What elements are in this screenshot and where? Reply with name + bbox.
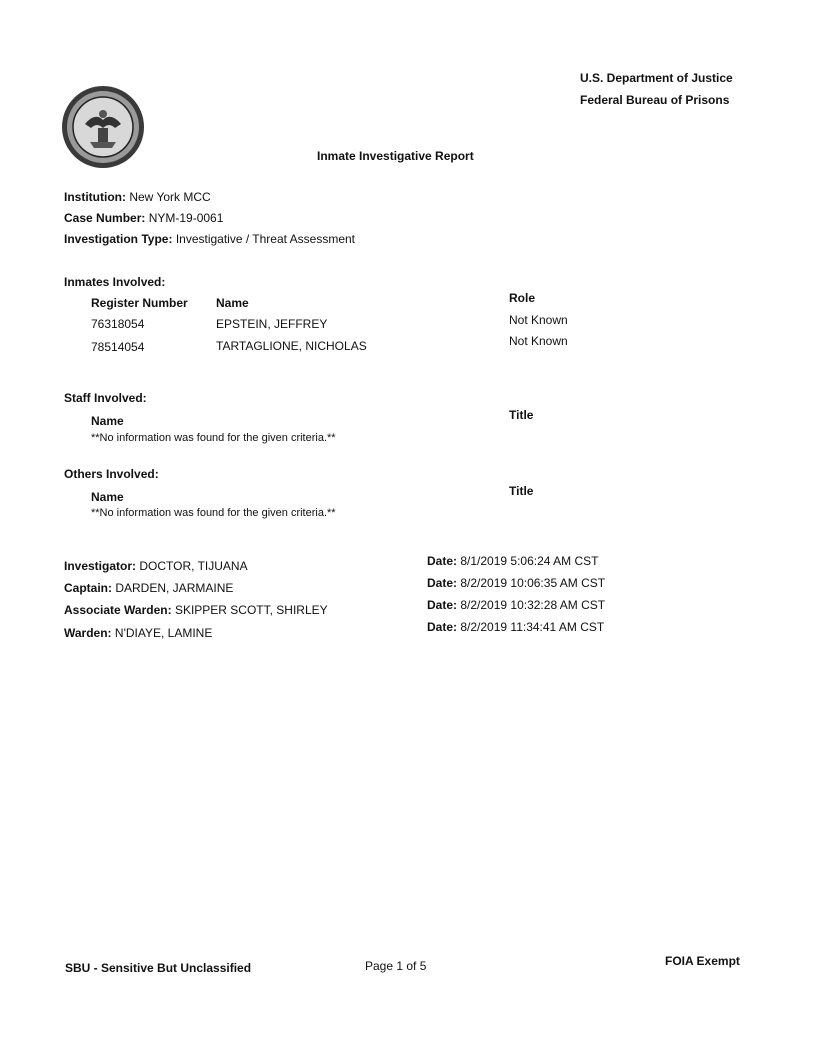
institution-row	[64, 190, 211, 204]
signature-label: Warden:	[64, 626, 112, 640]
signature-name: SKIPPER SCOTT, SHIRLEY	[174, 603, 328, 617]
signature-date	[427, 620, 604, 634]
inmate-role: Not Known	[509, 334, 568, 348]
date-value: 8/2/2019 10:32:28 AM CST	[460, 598, 606, 612]
investigation-type-label: Investigation Type:	[64, 232, 173, 246]
agency-line-1: U.S. Department of Justice	[580, 71, 733, 85]
agency-line-2: Federal Bureau of Prisons	[580, 93, 730, 107]
date-label: Date:	[427, 620, 458, 634]
case-number-value: NYM-19-0061	[148, 211, 224, 225]
date-label: Date:	[427, 554, 458, 568]
signature-captain	[64, 581, 233, 595]
staff-no-info-message: **No information was found for the given criteria.**	[91, 432, 336, 444]
inmate-register: 76318054	[91, 317, 145, 331]
report-title: Inmate Investigative Report	[317, 149, 474, 163]
inmate-role: Not Known	[509, 313, 568, 327]
staff-col-name: Name	[91, 414, 124, 428]
footer-page-number: Page 1 of 5	[365, 959, 427, 973]
inmate-name: TARTAGLIONE, NICHOLAS	[216, 339, 367, 353]
signature-date	[427, 554, 598, 568]
inmate-name: EPSTEIN, JEFFREY	[216, 317, 328, 331]
investigation-type-row	[64, 232, 355, 246]
inmates-col-name: Name	[216, 296, 249, 310]
inmate-register: 78514054	[91, 340, 145, 354]
signature-name: DARDEN, JARMAINE	[115, 581, 234, 595]
footer-foia-exempt: FOIA Exempt	[665, 954, 740, 968]
institution-label: Institution:	[64, 190, 126, 204]
others-no-info-message: **No information was found for the given criteria.**	[91, 507, 336, 519]
date-label: Date:	[427, 598, 458, 612]
others-heading: Others Involved:	[64, 467, 159, 481]
inmates-col-register: Register Number	[91, 296, 188, 310]
signature-warden	[64, 626, 212, 640]
others-col-name: Name	[91, 490, 124, 504]
signature-associate-warden	[64, 603, 328, 617]
inmates-col-role: Role	[509, 291, 536, 305]
signature-date	[427, 598, 605, 612]
signature-name: N'DIAYE, LAMINE	[114, 626, 213, 640]
date-value: 8/2/2019 10:06:35 AM CST	[460, 576, 606, 590]
signature-label: Associate Warden:	[64, 603, 172, 617]
investigation-type-value: Investigative / Threat Assessment	[175, 232, 356, 246]
signature-investigator	[64, 559, 248, 573]
signature-name: DOCTOR, TIJUANA	[139, 559, 248, 573]
institution-value: New York MCC	[129, 190, 211, 204]
footer-classification: SBU - Sensitive But Unclassified	[65, 961, 252, 975]
case-number-label: Case Number:	[64, 211, 146, 225]
case-number-row	[64, 211, 223, 225]
signature-label: Investigator:	[64, 559, 137, 573]
signature-date	[427, 576, 605, 590]
doj-seal-icon	[60, 84, 146, 170]
date-value: 8/2/2019 11:34:41 AM CST	[460, 620, 605, 634]
signature-label: Captain:	[64, 581, 112, 595]
staff-col-title: Title	[509, 408, 534, 422]
date-label: Date:	[427, 576, 458, 590]
inmates-heading: Inmates Involved:	[64, 275, 166, 289]
others-col-title: Title	[509, 484, 534, 498]
staff-heading: Staff Involved:	[64, 391, 147, 405]
date-value: 8/1/2019 5:06:24 AM CST	[460, 554, 599, 568]
